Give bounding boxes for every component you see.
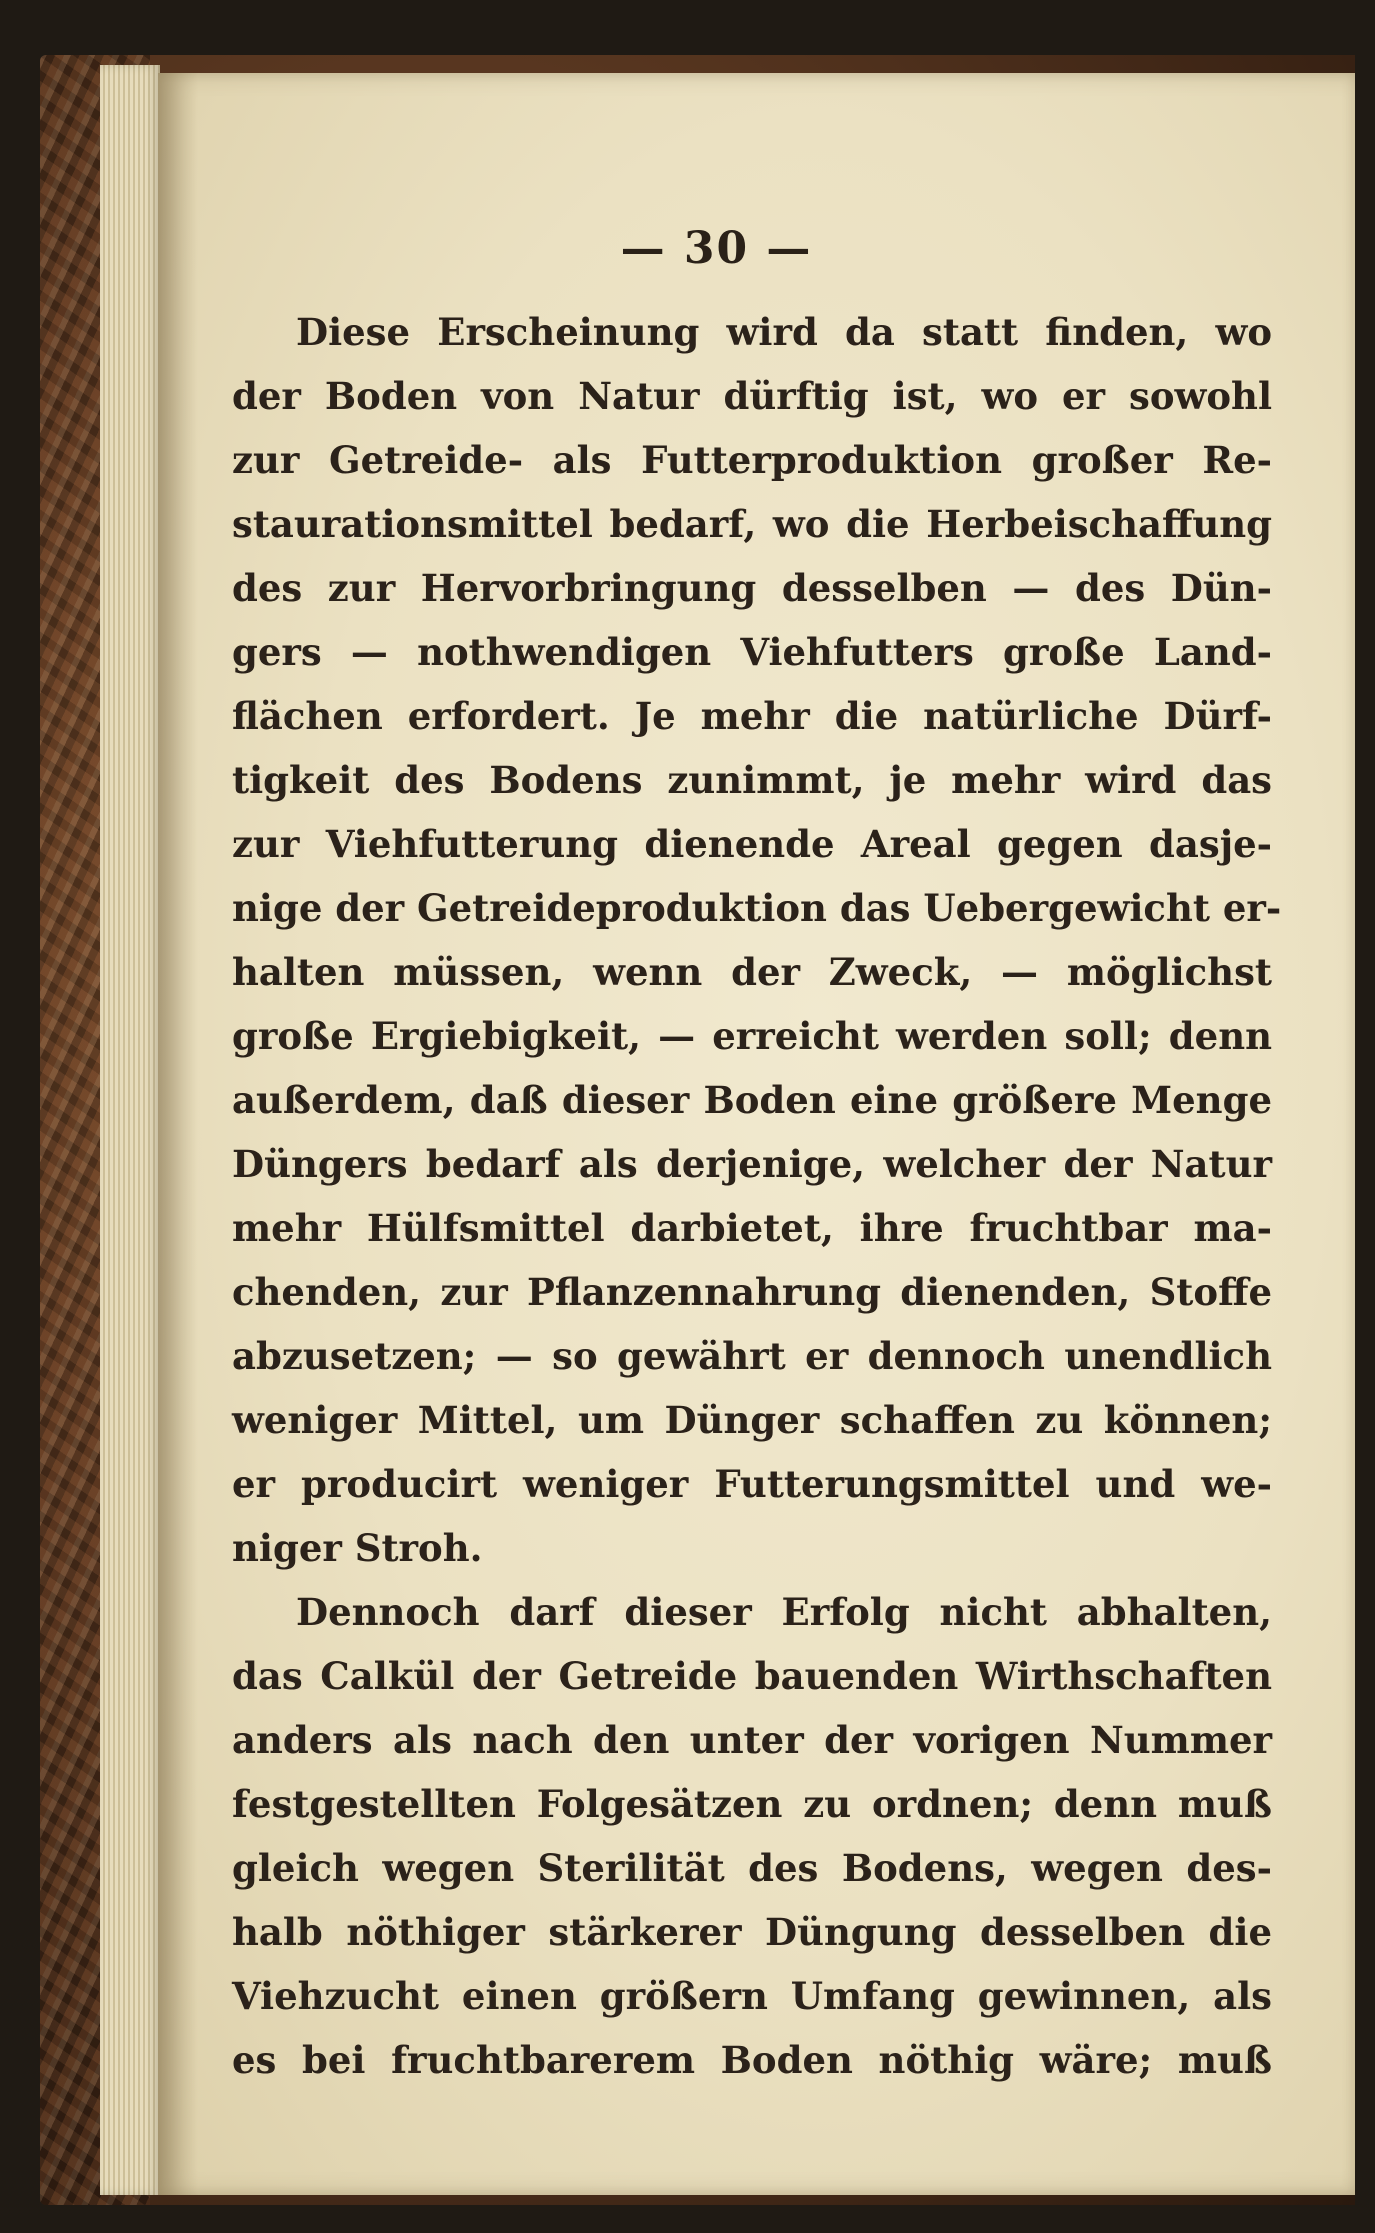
text-block	[232, 300, 1282, 2092]
text-line: das Calkül der Getreide bauenden Wirthschaften	[232, 1654, 1272, 1698]
text-line: Viehzucht einen größern Umfang gewinnen, als	[232, 1974, 1272, 2018]
text-line: anders als nach den unter der vorigen Nummer	[232, 1718, 1272, 1762]
page-edges	[100, 65, 160, 2195]
text-line: gleich wegen Sterilität des Bodens, wegen des-	[232, 1846, 1272, 1890]
text-line: der Boden von Natur dürftig ist, wo er sowohl	[232, 374, 1272, 418]
text-line: halb nöthiger stärkerer Düngung desselben die	[232, 1910, 1272, 1954]
text-line: außerdem, daß dieser Boden eine größere Menge	[232, 1078, 1272, 1122]
text-line: Düngers bedarf als derjenige, welcher der Natur	[232, 1142, 1272, 1186]
text-line: niger Stroh.	[232, 1526, 483, 1570]
text-line: des zur Hervorbringung desselben — des Dün-	[232, 566, 1272, 610]
text-line: große Ergiebigkeit, — erreicht werden soll; denn	[232, 1014, 1272, 1058]
text-line: halten müssen, wenn der Zweck, — möglichst	[232, 950, 1272, 994]
page-number: — 30 —	[620, 223, 813, 274]
text-line: Diese Erscheinung wird da statt finden, wo	[296, 310, 1272, 354]
text-line: es bei fruchtbarerem Boden nöthig wäre; muß	[232, 2038, 1272, 2082]
text-line: gers — nothwendigen Viehfutters große Land-	[232, 630, 1272, 674]
text-line: zur Viehfutterung dienende Areal gegen dasje-	[232, 822, 1272, 866]
text-line: festgestellten Folgesätzen zu ordnen; denn muß	[232, 1782, 1272, 1826]
text-line: tigkeit des Bodens zunimmt, je mehr wird das	[232, 758, 1272, 802]
spine-shadow	[158, 73, 198, 2195]
text-line: abzusetzen; — so gewährt er dennoch unendlich	[232, 1334, 1272, 1378]
text-line: chenden, zur Pflanzennahrung dienenden, Stoffe	[232, 1270, 1272, 1314]
text-line: mehr Hülfsmittel darbietet, ihre fruchtbar ma-	[232, 1206, 1272, 1250]
text-line: nige der Getreideproduktion das Uebergewicht er-	[232, 886, 1282, 930]
text-line: Dennoch darf dieser Erfolg nicht abhalten,	[296, 1590, 1272, 1634]
text-line: flächen erfordert. Je mehr die natürliche Dürf-	[232, 694, 1272, 738]
text-line: weniger Mittel, um Dünger schaffen zu können;	[232, 1398, 1272, 1442]
text-line: staurationsmittel bedarf, wo die Herbeischaffung	[232, 502, 1272, 546]
text-line: zur Getreide- als Futterproduktion großer Re-	[232, 438, 1272, 482]
text-line: er producirt weniger Futterungsmittel und we-	[232, 1462, 1272, 1506]
